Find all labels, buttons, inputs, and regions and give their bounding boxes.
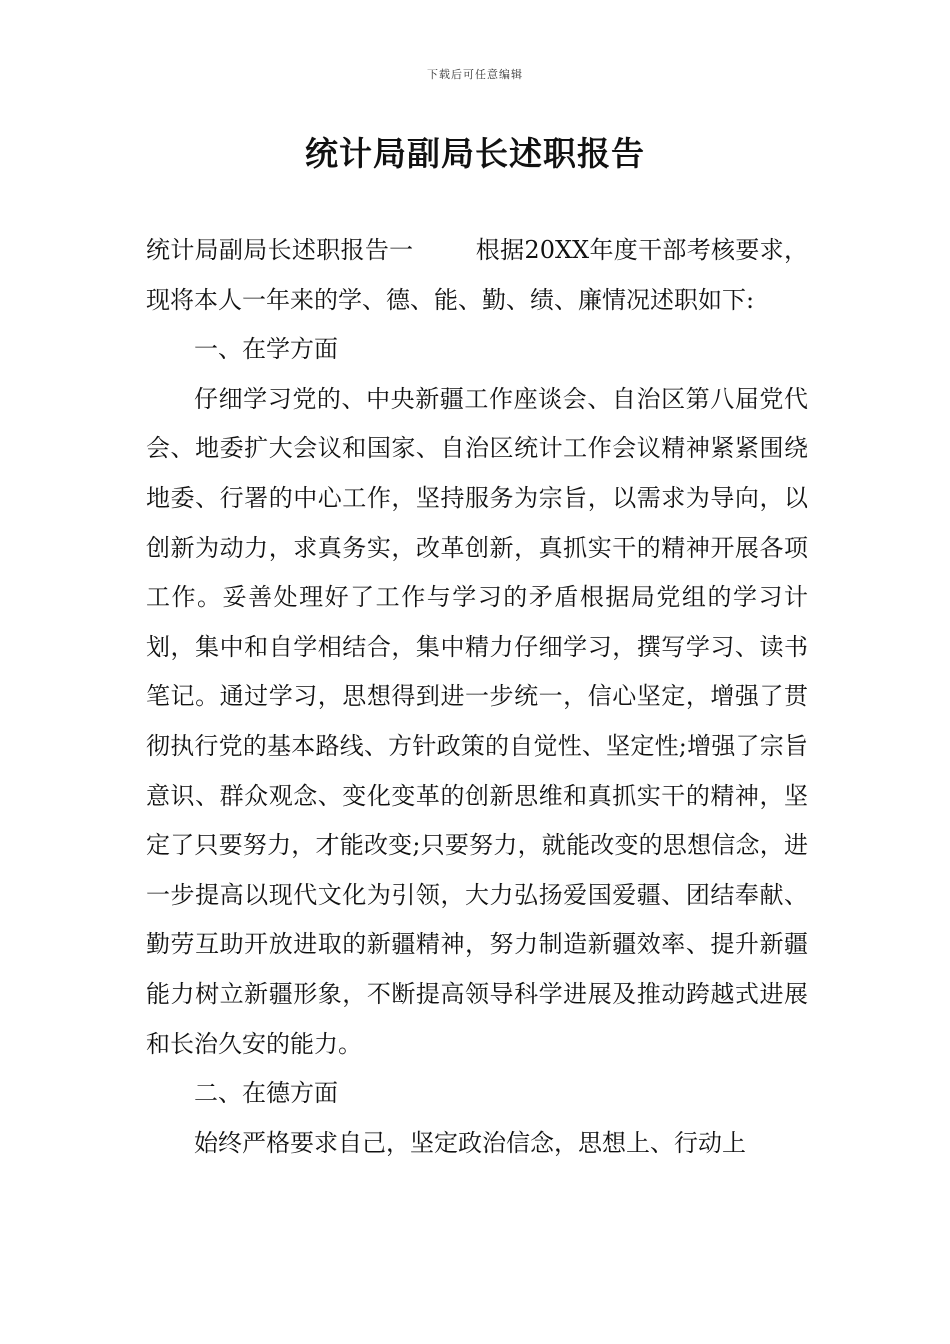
document-body	[146, 226, 808, 1168]
section2-paragraph: 始终严格要求自己，坚定政治信念，思想上、行动上	[194, 1128, 746, 1157]
intro-paragraph	[146, 226, 808, 325]
intro-label: 统计局副局长述职报告一	[146, 236, 414, 264]
section1-paragraph: 仔细学习党的、中央新疆工作座谈会、自治区第八届党代会、地委扩大会议和国家、自治区统计工作会议精神紧紧围绕地委、行署的中心工作，坚持服务为宗旨，以需求为导向，以创新为动力，求真务实，改革创新，真抓实干的精神开展各项工作。妥善处理好了工作与学习的矛盾根据局党组的学习计划，集中和自学相结合，集中精力仔细学习，撰写学习、读书笔记。通过学习，思想得到进一步统一，信心坚定，增强了贯彻执行党的基本路线、方针政策的自觉性、坚定性;增强了宗旨意识、群众观念、变化变革的创新思维和真抓实干的精神，坚定了只要努力，才能改变;只要努力，就能改变的思想信念，进一步提高以现代文化为引领，大力弘扬爱国爱疆、团结奉献、勤劳互助开放进取的新疆精神，努力制造新疆效率、提升新疆能力树立新疆形象，不断提高领导科学进展及推动跨越式进展和长治久安的能力。	[146, 384, 808, 1058]
section1-heading: 一、在学方面	[194, 335, 338, 364]
document-title: 统计局副局长述职报告	[305, 134, 645, 173]
section2-heading: 二、在德方面	[194, 1079, 338, 1108]
intro-text: 根据20XX年度干部考核要求，现将本人一年来的学、德、能、勤、绩、廉情况述职如下:	[146, 236, 808, 314]
header-note: 下载后可任意编辑	[427, 68, 523, 81]
